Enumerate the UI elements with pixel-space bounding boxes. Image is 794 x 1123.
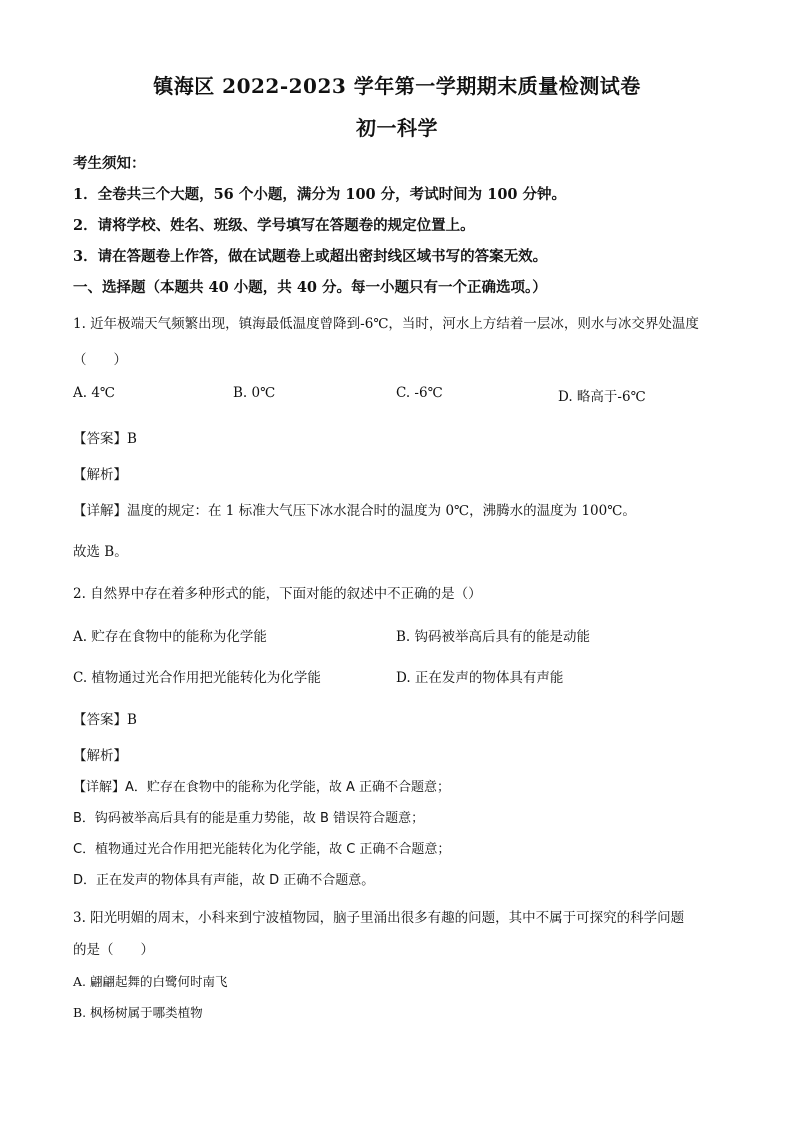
exam-subtitle: 初一科学	[356, 116, 438, 140]
q2-detail-b: B．钩码被举高后具有的能是重力势能，故 B 错误符合题意；	[73, 811, 425, 826]
q1-detail: 【详解】温度的规定：在 1 标准大气压下冰水混合时的温度为 0℃，沸腾水的温度为 100℃。	[73, 503, 636, 519]
exam-title: 镇海区 2022-2023 学年第一学期期末质量检测试卷	[153, 74, 641, 98]
q2-detail-d: D．正在发声的物体具有声能，故 D 正确不合题意。	[73, 873, 375, 888]
section-heading: 一、选择题（本题共 40 小题，共 40 分。每一小题只有一个正确选项。）	[73, 279, 547, 296]
q2-option-b: B. 钩码被举高后具有的能是动能	[396, 629, 591, 645]
notice-item-3: 3．请在答题卷上作答，做在试题卷上或超出密封线区域书写的答案无效。	[73, 248, 548, 265]
q1-option-a: A. 4℃	[73, 385, 116, 401]
q3-stem-line1: 3. 阳光明媚的周末，小科来到宁波植物园，脑子里涌出很多有趣的问题，其中不属于可探究的科学问题	[73, 910, 685, 926]
q1-option-b: B. 0℃	[233, 385, 276, 401]
q1-conclusion: 故选 B。	[73, 544, 128, 560]
q2-option-d: D. 正在发声的物体具有声能	[396, 670, 564, 686]
q1-option-d: D. 略高于-6℃	[558, 389, 646, 405]
q3-option-a: A. 翩翩起舞的白鹭何时南飞	[73, 974, 228, 989]
notice-heading: 考生须知：	[73, 155, 146, 172]
notice-item-2: 2．请将学校、姓名、班级、学号填写在答题卷的规定位置上。	[73, 217, 475, 234]
q3-stem-line2: 的是（ ）	[73, 942, 154, 958]
q1-answer: 【答案】B	[73, 431, 137, 447]
q2-option-c: C. 植物通过光合作用把光能转化为化学能	[73, 670, 321, 686]
q3-option-b: B. 枫杨树属于哪类植物	[73, 1005, 203, 1020]
q2-analysis-label: 【解析】	[73, 748, 127, 764]
q1-analysis-label: 【解析】	[73, 467, 127, 483]
q1-stem-line2: （ ）	[73, 352, 127, 368]
notice-item-1: 1．全卷共三个大题，56 个小题，满分为 100 分，考试时间为 100 分钟。	[73, 186, 567, 203]
q2-detail-c: C．植物通过光合作用把光能转化为化学能，故 C 正确不合题意；	[73, 842, 451, 857]
q1-stem-line1: 1. 近年极端天气频繁出现，镇海最低温度曾降到-6℃，当时，河水上方结着一层冰，则水与冰交界处温度	[73, 316, 699, 332]
q1-option-c: C. -6℃	[396, 385, 443, 401]
q2-stem: 2. 自然界中存在着多种形式的能，下面对能的叙述中不正确的是（）	[73, 586, 482, 602]
q2-option-a: A. 贮存在食物中的能称为化学能	[73, 629, 267, 645]
q2-detail-a: 【详解】A．贮存在食物中的能称为化学能，故 A 正确不合题意；	[73, 780, 451, 795]
q2-answer: 【答案】B	[73, 712, 137, 728]
